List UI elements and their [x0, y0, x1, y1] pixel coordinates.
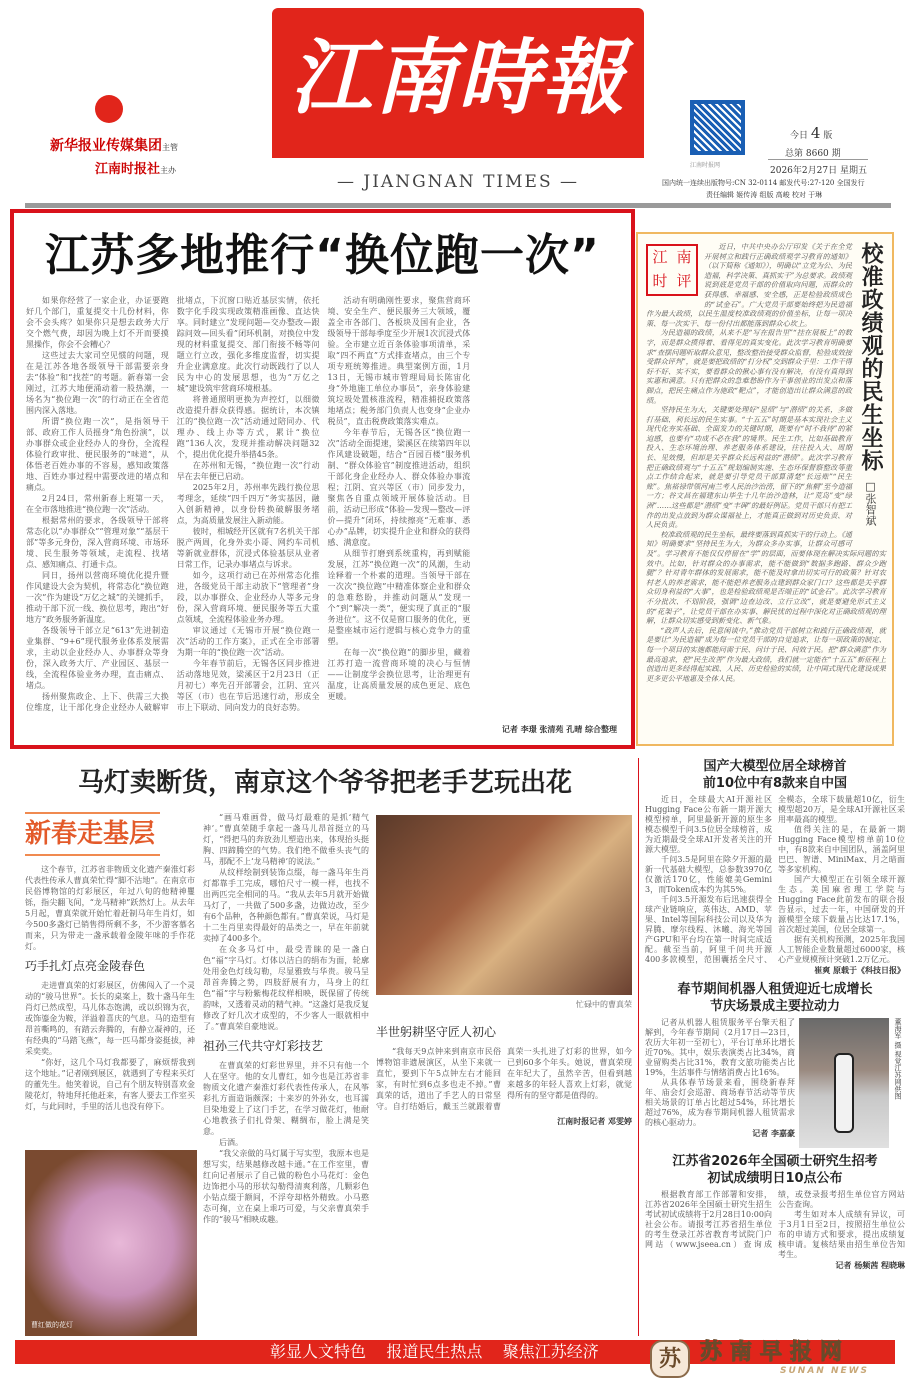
paragraph: 各级领导干部立足“613”先进制造业集群、“9+6”现代服务业体系发展需求，主动以企业经办人、办事群众等身份，深入政务大厅、产业园区、基层一线，全流程体验业务办理，直击痛点、堵点。	[26, 626, 169, 690]
paragraph: 从纹样绘制到装饰点缀，每一盏马年生肖灯都靠手工完成，哪怕尺寸一模一样，也找不出两匹完全相同的马。“我从去年5月就开始做马灯了，一共做了500多盏，边做边改，至少有6个品种，各种颜色都有。”曹真荣说，马灯是十二生肖里卖得最好的品类之一，早在年前就卖掉了400多个。	[203, 868, 369, 943]
paragraph: 将普通照明更换为声控灯，以细微改造提升群众获得感。据统计，本次镇江的“换位跑一次”活动通过陪同办、代理办、线上办等方式，累计“换位跑”136人次，发现并推动解决问题32个，提出优化提升举措45条。	[176, 395, 320, 459]
paragraph: 后酒。	[219, 1138, 243, 1147]
paragraph: 在曹真荣的灯彩世界里，并不只有他一个人在坚守。他的女儿曹红，如今也是江苏省非物质文化遗产秦淮灯彩代表性传承人，在风筝彩扎方面造诣颇深；十来岁的外孙女，也耳濡目染地爱上了这门手艺，在学习做花灯，他耐心地教孩子们扎骨架、糊绸布，脸上满是笑意。	[203, 1061, 369, 1136]
right-column-divider	[638, 758, 639, 1336]
group-logo	[95, 95, 123, 123]
commentary-title-block	[856, 242, 886, 542]
masthead-english: — JIANGNAN TIMES —	[336, 172, 580, 192]
paragraph: 审议通过《无锡市开展“换位跑一次”活动的工作方案》，正式在全市部署为期一年的“换位跑一次”活动。	[176, 626, 320, 657]
paragraph: 据有关机构预测，2025年我国人工智能企业数量超过6000家，核心产业规模预计突破1.2万亿元。	[778, 935, 905, 964]
photo-pink-horse-lantern	[25, 1150, 197, 1336]
paragraph: 为民造福的政绩，从来不是“写在报告里”“挂在展板上”的数字，而是群众摸得着、看得见的真实变化。此次学习教育明确要求“查摆问题听取群众意见，整改整治接受群众监督，检验成效接受群众评判”，就是要把政绩的“打分权”交到群众手里：工作干得好不好、实不实，要看群众的揪心事有没有解决，有没有真得到实惠和满意。只有把群众的急难愁盼作为干事创业的出发点和落脚点，把民生痛点作为施政“靶点”，才能创造出让群众满意的政绩。	[646, 328, 852, 405]
paragraph: 近日，全球最大AI开源社区Hugging Face公布新一期开源大模型榜单，阿里最新开源的原生多模态模型千问3.5位居全球榜首，成为近期最受全球AI开发者关注的开源大模型。	[645, 795, 772, 854]
paragraph: 国产大模型正在引领全球开源生态。美国麻省理工学院与Hugging Face此前发布的联合报告显示，过去一年，中国研发的开源模型全球下载量占比达17.1%，首次超过美国，位居全球第一。	[778, 875, 905, 934]
photo-lantern-maker-caption: 忙碌中的曹真荣	[576, 1000, 632, 1009]
feature-subhead-3: 半世躬耕坚守匠人初心	[376, 1025, 497, 1039]
ai-headline: 国产大模型位居全球榜首 前10位中有8款来自中国	[702, 759, 848, 791]
photo-pink-horse-caption: 曹红做的花灯	[31, 1321, 73, 1329]
feature-left-column	[25, 812, 195, 1144]
commentary-seal: 江 南 时 评	[646, 244, 698, 296]
paragraph: 走进曹真荣的灯彩展区，仿佛闯入了一个灵动的“骏马世界”。长长的桌案上，数十盏马年生肖灯已然成型，马儿体态饱满，或以织锦为衣，或饰鎏金为鞍，洋溢着喜庆的气息。马的造型有昂首嘶鸣的，有踏云奔腾的，有静立凝神的，还有经典的“马踏飞燕”，每一匹马都身姿挺拔，神采奕奕。	[25, 981, 195, 1056]
paragraph: 所谓“换位跑一次”，是指领导干部、政府工作人员摇身“角色扮演”，以办事群众或企业经办人的身份，全流程体验行政审批、便民服务的“味道”，从体悟老百姓办事的不容易，感知政策落地、百姓办事过程中需要改进的堵点和痛点。	[26, 417, 169, 492]
paragraph: “政声人去后，民意闲谈中。”推动党员干部树立和践行正确政绩观，就是要让“为民造福”成为每一位党员干部的自觉追求，让每一项政策的制定、每一个项目的实施都能问需于民、问计于民、问效于民。把“群众满意”作为最高追求，把“民生改善”作为最大政绩，我们就一定能在“十五五”新征程上创造出更多经得起实践、人民、历史检验的实绩，让中国式现代化建设成果更多更公平地惠及全体人民。	[646, 625, 886, 683]
commentary-box	[636, 232, 894, 746]
ai-body	[645, 795, 905, 965]
right-column	[645, 758, 905, 1338]
supervisor: 新华报业传媒集团	[50, 138, 162, 154]
paragraph: 如今，这项行动已在苏州常态化推进，各级党员干部主动放下“管理者”身段，以办事群众、企业经办人等多元身份，深入营商环境、便民服务等五大重点领域，全流程体验业务办理。	[176, 571, 320, 624]
issue-date: 2026年2月27日 星期五	[770, 166, 867, 176]
lead-byline: 记者 李璟 张清苑 孔晴 综合整理	[501, 725, 617, 734]
issue-number: 总第 8660 期	[785, 149, 841, 159]
paragraph: 扬州聚焦政企、上下、供需三大换位维度，让干部化身企业经办人破解审批堵点，下沉窗口贴近基层实情，依托数字化手段实现政策精准画像、直达快享。同时建立“发现问题—交办整改—跟踪问效—回头看”闭环机制，对换位中发现的材料重复提交、部门衔接不畅等问题立行立改，强化多维度监督，切实提升企业满意度。此次行动既践行了以人民为中心的发展思想，也为“万亿之城”建设筑牢营商环境根基。	[26, 296, 320, 712]
robot-byline: 记者 李嘉豪	[752, 1129, 795, 1138]
paragraph: 在众多马灯中，最受青睐的是一盏白色“福”字马灯。灯体以洁白的绢布为面，轮廓处用金色灯线勾勒，尽显雅致与华贵。骏马呈昂首奔腾之势，四肢舒展有力，马身上的红色“福”字与粉紫梅花纹样相映，既保留了传统韵味，又透着灵动的精气神。“这盏灯是我反复修改了好几次才成型的，不少客人一眼就相中了。”曹真荣自豪地说。	[203, 945, 369, 1031]
paragraph: 坚持民生为大，关键要处理好“显绩”与“潜绩”的关系，多做打基础、利长远的民生实事。“十五五”时期是基本实现社会主义现代化夯实基础、全面发力的关键时期，既要有“时不我待”的紧迫感，也要有“功成不必在我”的境界。民生工作，比如基础教育投入、生态环境治理、养老服务体系建设，往往投入大、周期长、见效慢，但却是关乎群众长远利益的“潜绩”。此次学习教育把正确政绩观与“十五五”规划编制实施、生态环保督察整改等重点工作结合起来，就是要引导党员干部算清楚“长远账”“民生账”。焦裕禄带领河南兰考人民治沙治涝，留下的“焦桐”至今造福一方；谷文昌在福建东山毕生十几年治沙造林，让“荒岛”变“绿洲”……这些都是“潜绩”变“丰碑”的最好例证。党员干部只有把工作的出发点放到为群众谋福祉上，才能真正做到对历史负责、对人民负责。	[646, 405, 852, 530]
paragraph: 彼时，相城经开区就有7名机关干部脱产两周，化身外卖小哥、网约车司机等新就业群体，沉浸式体验基层从业者日常工作，记录办事堵点与诉求。	[176, 527, 320, 569]
paragraph: 这些过去大家司空见惯的问题，现在是江苏各地各级领导干部需要亲身去“体验”和“找茬”的考题。新春第一会刚过，江苏大地便涌动着一股热潮，一场名为“换位跑一次”的行动正在全省范围内深入落地。	[26, 351, 169, 415]
paragraph: 考生如对本人成绩有异议，可于3月1日至2日，按照招生单位公布的申请方式和要求，提出成绩复核申请。复核结果由招生单位告知考生。	[778, 1210, 905, 1259]
exam-headline: 江苏省2026年全国硕士研究生招考 初试成绩明日10点公布	[672, 1154, 878, 1186]
commentary-title: 校准政绩观的民生坐标	[858, 242, 883, 472]
supervisor-line	[50, 135, 178, 155]
masthead-logo	[272, 8, 644, 166]
robot-headline: 春节期间机器人租赁迎近七成增长 节庆场景成主要拉动力	[677, 982, 873, 1014]
robot-figure-icon	[834, 1053, 854, 1133]
exam-byline: 记者 杨频茜 程晓琳	[835, 1261, 905, 1270]
paragraph: 同日，扬州以营商环境优化提升暨作风建设大会为契机，将常态化“换位跑一次”作为建设“万亿之城”的关键抓手，推动干部下沉一线、换位思考，跑出“好地方”政务服务新温度。	[26, 571, 169, 624]
publisher-role: 主办	[160, 166, 177, 175]
ai-byline: 崔爽 原载于《科技日报》	[814, 966, 905, 975]
robot-photo-credit: 董海军 摄 视觉江苏网供图	[894, 1018, 902, 1100]
footer-slogan-1: 彰显人文特色	[270, 1342, 367, 1361]
header-rule	[25, 203, 891, 208]
feature-middle-column	[203, 812, 369, 1334]
feature-section-1a	[25, 980, 195, 1112]
paragraph: 在每一次“换位跑”的脚步里，藏着江苏打造一流营商环境的决心与恒情——让制度学会换位思考，让治理更有温度，让高质量发展的成色更足、底色更暖。	[327, 648, 471, 701]
robot-body	[645, 1018, 795, 1128]
paragraph: 今年春节前后，无锡各区同步推进活动落地见效，梁溪区于2月23日（正月初七）率先召开部署会，江阴、宜兴等区（市）也在节后迅速行动，形成全市上下联动、同向发力的良好态势。	[176, 659, 320, 712]
paragraph: 近日，中共中央办公厅印发《关于在全党开展树立和践行正确政绩观学习教育的通知》（以下简称《通知》），明确以“立党为公、为民造福，科学决策、真抓实干”为总要求。政绩观说到底是党员干部的价值取向问题，而群众的获得感、幸福感、安全感，正是检验政绩成色的“试金石”。广大党员干部要始终把为民造福作为最大政绩，以民生温度校准政绩观的价值坐标，让每一项决策、每一次实干、每一份付出都能落到群众心坎上。	[646, 242, 852, 328]
feature-right-block	[376, 1018, 632, 1334]
commentary-body	[646, 242, 886, 683]
qr-caption: 江南时报网	[690, 162, 721, 169]
paragraph: 从细节打磨到系统重构，再到赋能发展，江苏“换位跑一次”的风潮，生动诠释着一个朴素的道理。当领导干部在一次次“换位跑”中精准体察企业和群众的急难愁盼，并推动问题从“发现一个”到“解决一类”，便实现了真正的“服务进位”。这不仅是窗口服务的优化，更是整座城市运行逻辑与核心竞争力的重塑。	[327, 549, 471, 646]
paragraph: 从具体春节场景来看，围绕新春拜年、庙会灯会巡游、商场春节活动等节庆相关场景的订单占比超过54%，环比增长超过76%，成为春节期间机器人租赁需求的核心驱动力。	[645, 1078, 795, 1127]
paragraph: 活动有明确刚性要求，聚焦营商环境、安全生产、便民服务三大领域，覆盖全市各部门、各板块及国有企业，各级领导干部每季度至少开展1次沉浸式体验。全市建立近百条体验事项清单，采取“四不两直”方式排查堵点，由三个专项专班统筹推进。典型案例方面，1月13日，无锡市城市管理局局长陈宙化身“外地施工单位办事员”，亲身体验建筑垃圾处置核准流程，精准捕捉政策落地堵点；税务部门负责人也变身“企业办税员”，直击税费政策落实难点。	[327, 296, 471, 426]
commentary-author: □张智斌	[864, 480, 877, 526]
paragraph: 校准政绩观的民生坐标，最终要落到真抓实干的行动上。《通知》明确要求“坚持民生为大，为群众多办实事，让群众可感可及”。学习教育不能仅仅停留在“学”的层面，而要体现在解决实际问题的实效中。比如，针对群众的办事需求，能不能做到“数据多跑路、群众少跑腿”？针对青年群体的发展需求，能不能及时拿出切实可行的政策？针对农村老人的养老需求，能不能把养老服务点建到群众家门口？这些都是关乎群众切身利益的“大事”，也是检验政绩观是否端正的“试金石”。此次学习教育不分批次、不划阶段，强调“边查边改、立行立改”，就是要避免形式主义的“花架子”，让党员干部在办实事、解民忧的过程中深化对正确政绩观的理解，让群众切实感受到新变化、新气象。	[646, 529, 886, 626]
paragraph: 在苏州和无锡，“换位跑一次”行动早在去年便已启动。	[176, 461, 320, 481]
paragraph: 如果你经营了一家企业，办证要跑好几个部门，重复提交十几份材料，你会不会头疼？如果你只是想去政务大厅交个燃气费，却因为晚上灯不开而要摸黑操作，你会不会糟心？	[26, 296, 169, 349]
publisher-line	[95, 158, 176, 177]
feature-section-3	[376, 1046, 632, 1112]
feature-section-1b	[203, 812, 369, 1032]
paragraph: “我父亲做的马灯属于写实型，我原本也是想写实，结果越修改越卡通。”在工作室里，曹红向记者展示了自己做的粉色小马花灯：金色边饰把小马的形状勾勒得清爽利落，几颗彩色小钻点缀于额间，不浮夸却格外精致。小马憨态可掬，立在桌上乖巧可爱，与父亲曹真荣手作的“骏马”相映成趣。	[203, 1149, 369, 1224]
column-badge-text: 新春走基层	[25, 819, 156, 849]
watermark-text: 苏南早报网	[700, 1339, 851, 1365]
feature-byline: 江南时报记者 邓雯婷	[557, 1117, 632, 1126]
feature-subhead-1: 巧手扎灯点亮金陵春色	[25, 959, 146, 973]
robot-row	[645, 1018, 905, 1148]
feature-headline: 马灯卖断货，南京这个爷爷把老手艺玩出花	[77, 768, 572, 798]
paragraph: “你好，这几个马灯我都要了，麻烦帮我到这个地址。”记者刚到展区，就遇到了专程来买灯的董先生。他笑着说，自己有个朋友特别喜欢金陵花灯，特地拜托他赶来，有客人要去工作室买灯，与此同时，手里的活儿也没有停下。	[25, 1058, 195, 1111]
paragraph: “我每天9点钟来到南京市民俗博物馆非遗展演区，从坐下来就一直忙，要到下午5点钟左右才能回家，有时忙到6点多也走不掉。”曹真荣的话，道出了手艺人的日常坚守。自打结婚后，戴玉兰就跟着曹真荣一头扎进了灯彩的世界，如今已到60多个年头。她说，曹真荣现在年纪大了，虽然辛苦，但看到越来越多的年轻人喜欢上灯彩，就觉得所有的坚守都是值得的。	[376, 1047, 632, 1111]
exam-body	[645, 1190, 905, 1260]
lead-headline: 江苏多地推行“换位跑一次”	[45, 230, 600, 281]
feature-section-2	[203, 1060, 369, 1225]
paragraph: 值得关注的是，在最新一期Hugging Face模型榜单前10位中，有8款来自中国团队，涵盖阿里巴巴、智谱、MiniMax、月之暗面等多家机构。	[778, 825, 905, 874]
watermark-seal-icon: 苏	[650, 1340, 690, 1378]
publisher: 江南时报社	[95, 162, 161, 177]
editors: 责任编辑 姬传涛 组版 高峻 校对 于琳	[706, 191, 823, 199]
paragraph: 千问3.5是阿里在除夕开源的最新一代基础大模型，总参数3970亿仅激活170亿，性能媲美Gemini 3，而Token成本约为其5%。	[645, 855, 772, 894]
paragraph: 根据教育部工作部署和安排，江苏省2026年全国硕士研究生招生考试初试成绩将于2月28日10:00向社会公布。请报考江苏省招生单位的考生登录江苏省教育考试院门户网站（www.jseea.cn）查询成绩，或登录报考招生单位官方网站公告查询。	[645, 1190, 905, 1249]
photo-robot	[799, 1018, 889, 1148]
watermark-english: SUNAN NEWS	[780, 1366, 870, 1376]
supervisor-role: 主管	[162, 143, 178, 152]
qr-code[interactable]	[690, 100, 745, 155]
footer-slogan-2: 报道民生热点	[386, 1342, 483, 1361]
feature-subhead-2: 祖孙三代共守灯彩技艺	[203, 1039, 324, 1053]
paragraph: 记者从机器人租赁服务平台擎天租了解到，今年春节期间（2月17日—23日，农历大年初一至初七），平台订单环比增长近70%。其中，娱乐表演类占比34%，商业留购类占比31%，教育文旅功能类占比19%，生活事件与情绪消费占比16%。	[645, 1018, 795, 1077]
paragraph: 2025年2月，苏州率先践行换位思考理念，延续“四千四万”务实基因，融入创新精神，以身份转换破解服务堵点，为高质量发展注入新动能。	[176, 483, 320, 525]
lead-story	[10, 209, 635, 749]
paragraph: 今年春节后，无锡各区“换位跑一次”活动全面提速，梁溪区在续第四年以作风建设破题，结合“百园百楼”服务机制、“群众体验官”制度推进活动，组织干部化身企业经办人、群众体验办事流程；江阴、宜兴等区（市）同步发力，聚焦各自重点领域开展体验活动。目前，活动已形成“体验—发现—整改—评价—提升”闭环，持续擦亮“无难事、悉心办”品牌，切实提升企业和群众的获得感、满意度。	[327, 428, 471, 547]
feature-intro	[25, 864, 195, 952]
imprint: 国内统一连续出版物号:CN 32-0114 邮发代号:27-120 全国发行	[662, 179, 865, 187]
paragraph: 根据常州的要求，各级领导干部将常态化以“办事群众”“管理对象”“基层干部”等多元身份，深入营商环境、市场环境、民生服务等领域，走流程、找堵点、感知痛点、打通卡点。	[26, 516, 169, 569]
paragraph: 千问3.5开源发布后迅速获得全球产业链响应，英伟达、AMD、苹果、Intel等国际科技公司以及华为昇腾、摩尔线程、沐曦、海光等国产GPU和平台均在第一时间完成适配。截至当前，阿里千问共开源400多款模型，范围囊括全尺寸、全模态，全球下载量超10亿，衍生模型超20万，是全球AI开源社区采用率最高的模型。	[645, 795, 905, 964]
lead-body	[26, 295, 621, 715]
pages-today: 今日 4 版	[790, 124, 833, 142]
photo-lantern-maker	[376, 815, 632, 995]
column-badge	[25, 812, 160, 856]
masthead-title: 江南時報	[290, 30, 626, 126]
paragraph: “画马难画骨，做马灯最难的是抓‘精气神’。”曹真荣随手拿起一盏马儿昂首挺立的马灯，“得把马的奔放劲儿塑造出来，体现抬头挺胸、四蹄腾空的气势。我们绝不做垂头丧气的马，那配不上‘龙马精神’的说法。”	[203, 813, 369, 866]
paragraph: 这个春节，江苏省非物质文化遗产秦淮灯彩代表性传承人曹真荣忙得“脚不沾地”。在南京市民俗博物馆的灯彩展区，年过八旬的他精神矍铄，指尖翻飞间，“龙马精神”跃然灯上。从去年5月起，曹真荣就开始忙着赶制马年生肖灯，如今500多盏灯已销售得所剩不多，不少游客慕名而来，只为带走一盏承载着金陵年味的手作花灯。	[25, 865, 195, 951]
paragraph: 2月24日，常州新春上班第一天，在全市落地推进“换位跑一次”活动。	[26, 494, 169, 514]
footer-slogan-3: 聚焦江苏经济	[502, 1342, 599, 1361]
